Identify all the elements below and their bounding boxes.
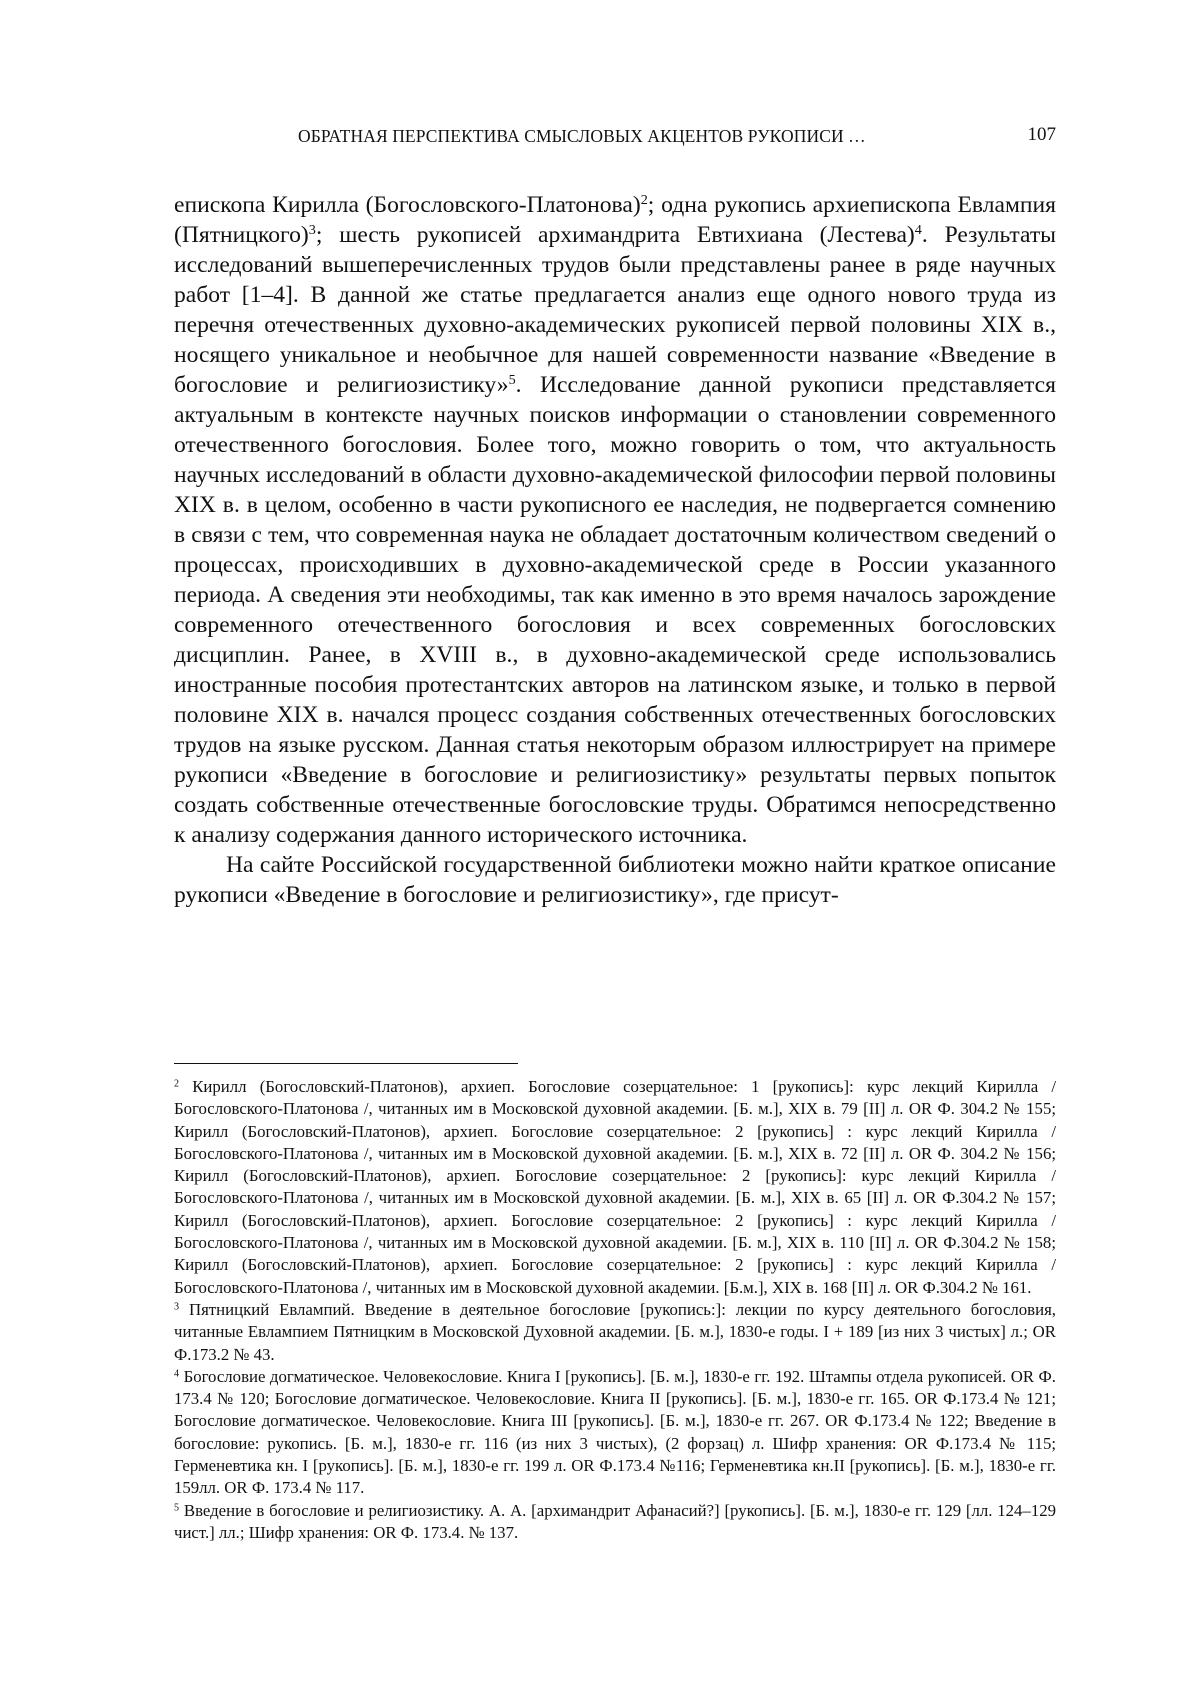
- footnote-text: Введение в богословие и религиозистику. А. А. [архимандрит Афанасий?] [рукопись]. [Б. м.], 1830-е гг. 129 [лл. 124–129 чист.] лл.; Шифр хранения: OR Ф. 173.4. № 137.: [174, 1501, 1056, 1542]
- paragraph-text: епископа Кирилла (Богословского-Платонова): [174, 192, 641, 218]
- footnote-3: [174, 1299, 1056, 1366]
- paragraph-text: . Исследование данной рукописи представляется актуальным в контексте научных поисков информации о становлении современного отечественного богословия. Более того, можно говорить о том, что актуальность научных исследований в области духовно-академической философии первой половины XIX в. в целом, особенно в части рукописного ее наследия, не подвергается сомнению в связи с тем, что современная наука не обладает достаточным количеством сведений о процессах, происходивших в духовно-академической среде в России указанного периода. А сведения эти необходимы, так как именно в это время началось зарождение современного отечественного богословия и всех современных богословских дисциплин. Ранее, в XVIII в., в духовно-академической среде использовались иностранные пособия протестантских авторов на латинском языке, и только в первой половине XIX в. начался процесс создания собственных отечественных богословских трудов на языке русском. Данная статья некоторым образом иллюстрирует на примере рукописи «Введение в богословие и религиозистику» результаты первых попыток создать собственные отечественные богословские труды. Обратимся непосредственно к анализу содержания данного исторического источника.: [174, 372, 1056, 848]
- footnote-2: [174, 1076, 1056, 1299]
- footnote-marker: 2: [174, 1078, 179, 1089]
- running-title: ОБРАТНАЯ ПЕРСПЕКТИВА СМЫСЛОВЫХ АКЦЕНТОВ РУКОПИСИ …: [298, 124, 866, 148]
- footnote-text: Пятницкий Евлампий. Введение в деятельное богословие [рукопись:]: лекции по курсу деятельного богословия, читанные Евлампием Пятницким в Московской Духовной академии. [Б. м.], 1830-е годы. I + 189 [из них 3 чистых] л.; OR Ф.173.2 № 43.: [174, 1300, 1056, 1364]
- body-paragraph-1: [174, 190, 1056, 850]
- footnote-ref-5: 5: [509, 372, 516, 388]
- footnote-4: [174, 1366, 1056, 1500]
- body-paragraph-2: На сайте Российской государственной библиотеки можно найти краткое описание рукописи «Введение в богословие и религиозистику», где присут-: [174, 850, 1056, 910]
- footnote-marker: 5: [174, 1502, 179, 1513]
- footnote-text: Богословие догматическое. Человекословие. Книга I [рукопись]. [Б. м.], 1830-е гг. 192. Штампы отдела рукописей. OR Ф. 173.4 № 120; Богословие догматическое. Человекословие. Книга II [рукопись]. [Б. м.], 1830-е гг. 165. OR Ф.173.4 № 121; Богословие догматическое. Человекословие. Книга III [рукопись]. [Б. м.], 1830-е гг. 267. OR Ф.173.4 № 122; Введение в богословие: рукопись. [Б. м.], 1830-е гг. 116 (из них 3 чистых), (2 форзац) л. Шифр хранения: OR Ф.173.4 № 115; Герменевтика кн. I [рукопись]. [Б. м.], 1830-е гг. 199 л. OR Ф.173.4 №116; Герменевтика кн.II [рукопись]. [Б. м.], 1830-е гг. 159лл. OR Ф. 173.4 № 117.: [174, 1367, 1056, 1497]
- paragraph-text: ; шесть рукописей архимандрита Евтихиана (Лестева): [316, 222, 915, 248]
- running-header: [174, 124, 1056, 148]
- paragraph-text: . Результаты исследований вышеперечисленных трудов были представлены ранее в ряде научных работ [1–4]. В данной же статье предлагается анализ еще одного нового труда из перечня отечественных духовно-академических рукописей первой половины XIX в., носящего уникальное и необычное для нашей современности название «Введение в богословие и религиозистику»: [174, 222, 1056, 398]
- footnote-text: Кирилл (Богословский-Платонов), архиеп. Богословие созерцательное: 1 [рукопись]: курс лекций Кирилла / Богословского-Платонова /, читанных им в Московской духовной академии. [Б. м.], XIX в. 79 [II] л. OR Ф. 304.2 № 155; Кирилл (Богословский-Платонов), архиеп. Богословие созерцательное: 2 [рукопись] : курс лекций Кирилла / Богословского-Платонова /, читанных им в Московской духовной академии. [Б. м.], XIX в. 72 [II] л. OR Ф. 304.2 № 156; Кирилл (Богословский-Платонов), архиеп. Богословие созерцательное: 2 [рукопись]: курс лекций Кирилла / Богословского-Платонова /, читанных им в Московской духовной академии. [Б. м.], XIX в. 65 [II] л. OR Ф.304.2 № 157; Кирилл (Богословский-Платонов), архиеп. Богословие созерцательное: 2 [рукопись] : курс лекций Кирилла / Богословского-Платонова /, читанных им в Московской духовной академии. [Б. м.], XIX в. 110 [II] л. OR Ф.304.2 № 158; Кирилл (Богословский-Платонов), архиеп. Богословие созерцательное: 2 [рукопись] : курс лекций Кирилла / Богословского-Платонова /, читанных им в Московской духовной академии. [Б.м.], XIX в. 168 [II] л. OR Ф.304.2 № 161.: [174, 1077, 1056, 1297]
- footnote-marker: 4: [174, 1368, 179, 1379]
- page-number: 107: [1028, 123, 1057, 147]
- paragraph-text: ; одна рукопись архиепископа Евлампия (Пятницкого): [174, 192, 1056, 248]
- body-text: [174, 190, 1056, 910]
- footnote-ref-3: 3: [309, 222, 316, 238]
- footnote-ref-4: 4: [915, 222, 922, 238]
- footnote-marker: 3: [174, 1301, 179, 1312]
- footnote-5: [174, 1500, 1056, 1545]
- footnotes: [174, 1076, 1056, 1544]
- document-page: [0, 0, 1200, 1705]
- footnote-ref-2: 2: [641, 192, 648, 208]
- footnote-separator: [174, 1063, 518, 1064]
